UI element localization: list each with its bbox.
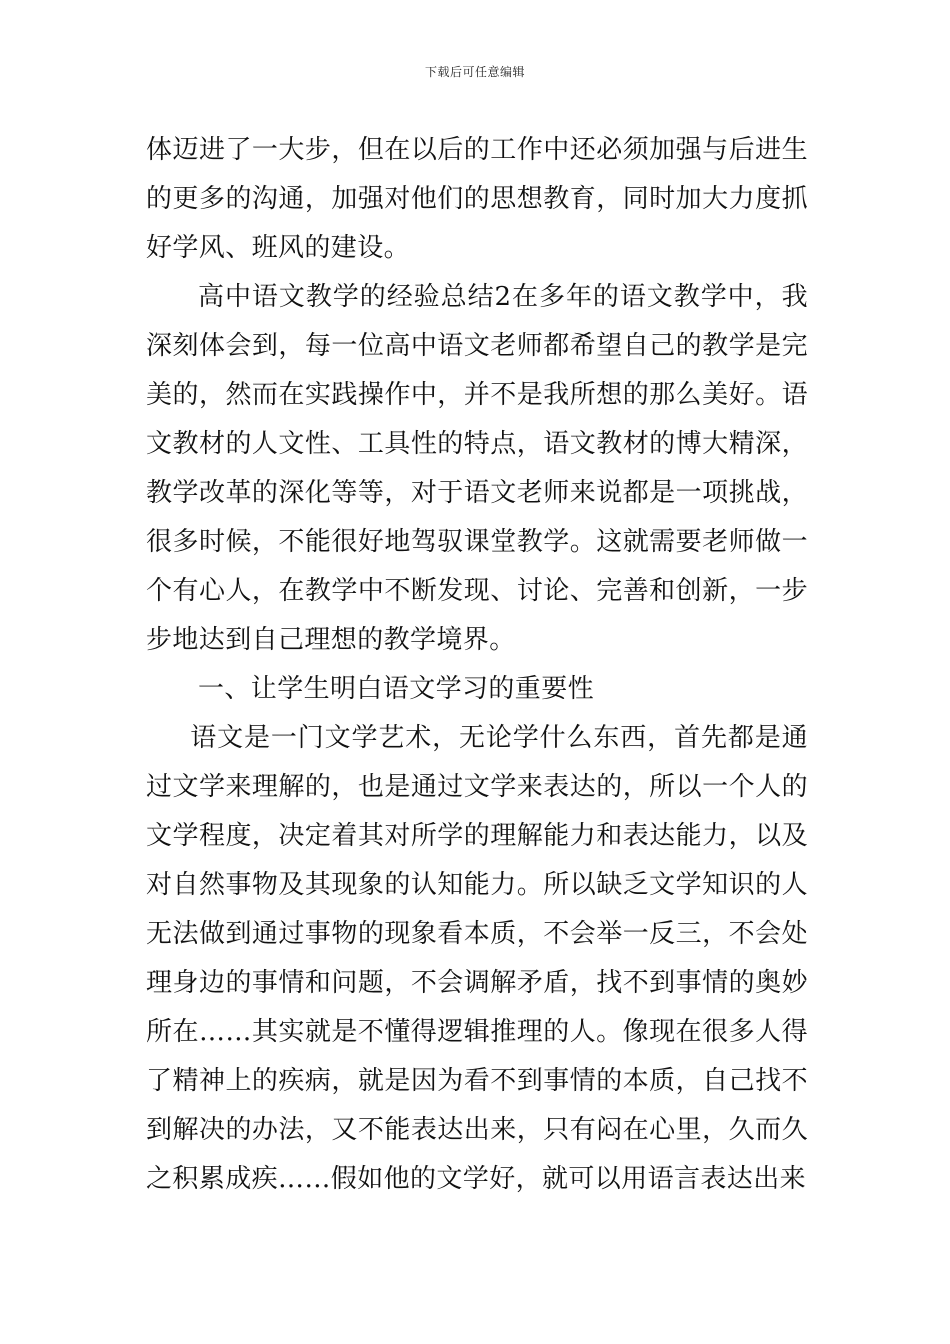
paragraph-continuation: 体迈进了一大步，但在以后的工作中还必须加强与后进生的更多的沟通，加强对他们的思想教育，同时加大力度抓好学风、班风的建设。 xyxy=(146,135,808,263)
section-heading: 一、让学生明白语文学习的重要性 xyxy=(198,674,595,704)
page-header: 下载后可任意编辑 xyxy=(424,65,525,79)
paragraph-section-body: 语文是一门文学艺术，无论学什么东西，首先都是通过文学来理解的，也是通过文学来表达的，所以一个人的文学程度，决定着其对所学的理解能力和表达能力，以及对自然事物及其现象的认知能力。所以缺乏文学知识的人无法做到通过事物的现象看本质，不会举一反三，不会处理身边的事情和问题，不会调解矛盾，找不到事情的奥妙所在……其实就是不懂得逻辑推理的人。像现在很多人得了精神上的疾病，就是因为看不到事情的本质，自己找不到解决的办法，又不能表达出来，只有闷在心里，久而久之积累成疾……假如他的文学好，就可以用语言表达出来 xyxy=(146,723,808,1194)
paragraph-summary-intro: 高中语文教学的经验总结2在多年的语文教学中，我深刻体会到，每一位高中语文老师都希望自己的教学是完美的，然而在实践操作中，并不是我所想的那么美好。语文教材的人文性、工具性的特点，语文教材的博大精深，教学改革的深化等等，对于语文老师来说都是一项挑战，很多时候，不能很好地驾驭课堂教学。这就需要老师做一个有心人，在教学中不断发现、讨论、完善和创新，一步步地达到自己理想的教学境界。 xyxy=(146,282,808,655)
document-body xyxy=(146,126,808,1204)
